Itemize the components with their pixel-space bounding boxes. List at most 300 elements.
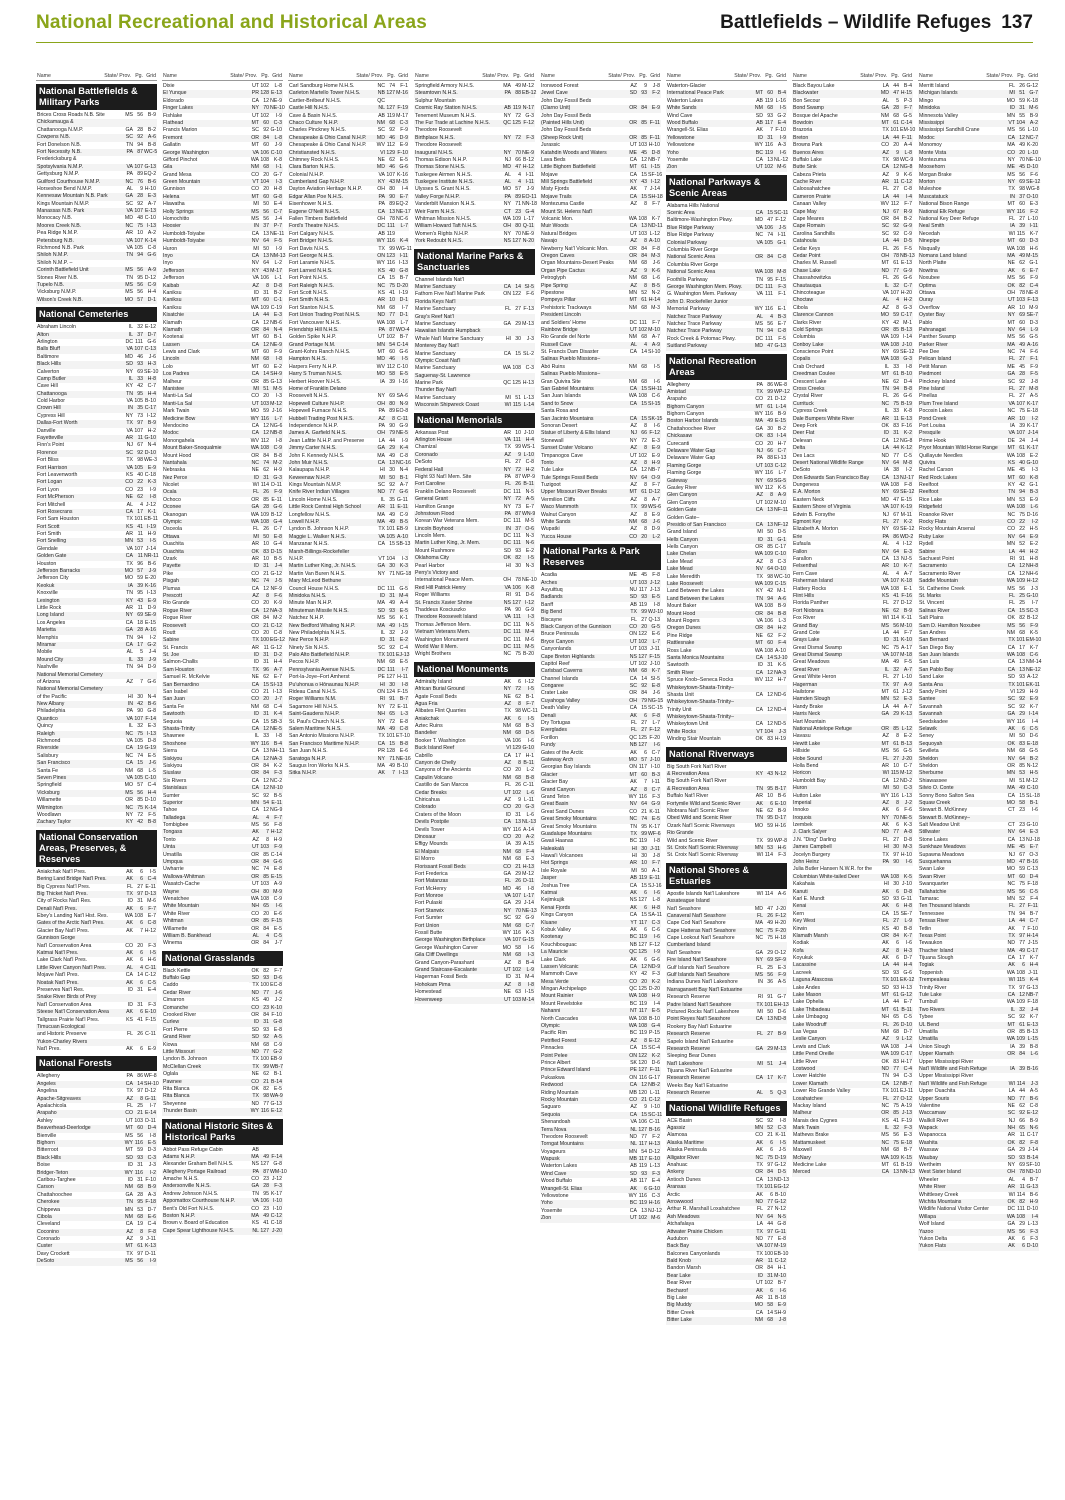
- entry-state: PA: [375, 194, 385, 201]
- entry-state: OK: [753, 433, 763, 440]
- index-entry: [288, 290, 409, 297]
- index-entry: [666, 142, 787, 149]
- entry-state: ME: [629, 572, 637, 579]
- entry-state: MT: [627, 164, 637, 171]
- entry-grid: F-18: [145, 1199, 156, 1206]
- entry-grid: C-17: [900, 312, 912, 319]
- index-entry: [162, 837, 283, 844]
- entry-page: 31: [137, 1162, 143, 1169]
- entry-grid: I-6: [905, 940, 912, 947]
- entry-grid: C-8: [903, 186, 912, 193]
- entry-state: TN: [123, 391, 133, 398]
- entry-grid: SE-9: [144, 612, 156, 619]
- index-entry: [792, 460, 913, 467]
- entry-page: 59: [137, 1147, 143, 1154]
- entry-name: Plumas: [163, 585, 181, 592]
- entry-page: 99: [641, 504, 647, 511]
- entry-state: VA: [126, 545, 133, 552]
- entry-page: 108: [890, 873, 899, 880]
- index-entry: [666, 455, 787, 462]
- entry-page: 20: [515, 767, 521, 774]
- entry-grid: C-8: [525, 459, 534, 466]
- entry-name: Navajo: [541, 238, 558, 245]
- entry-name: Allegheny: [667, 381, 690, 388]
- entry-grid: I-8: [527, 885, 534, 892]
- index-entry: [792, 164, 913, 171]
- index-entry: [666, 98, 787, 105]
- entry-name: Deer Flat: [793, 430, 815, 437]
- entry-name: Whiskeytown-Shasta-Trinity–: [667, 699, 734, 706]
- index-entry: [414, 511, 535, 518]
- entry-grid: M-12: [522, 870, 534, 877]
- entry-state: NC: [753, 1155, 763, 1162]
- entry-grid: D-15: [270, 548, 282, 555]
- entry-name: Jocelyn Burgery: [793, 851, 831, 858]
- entry-page: 50: [767, 529, 773, 536]
- entry-state: MA: [377, 452, 385, 459]
- index-entry: [540, 179, 661, 186]
- entry-page: 120: [638, 1060, 647, 1066]
- index-entry: [414, 989, 535, 996]
- entry-grid: F-7: [652, 860, 660, 867]
- entry-name: Arlington: [37, 338, 58, 345]
- entry-name: Organ Mountains-Desert Peaks: [541, 260, 614, 267]
- entry-name: Christiansted N.H.S.: [289, 149, 336, 156]
- entry-state: CA: [249, 608, 259, 615]
- entry-state: AK: [756, 127, 763, 134]
- entry-grid: I-3: [275, 179, 282, 186]
- entry-page: 92: [389, 127, 395, 134]
- entry-grid: F-3: [274, 1183, 282, 1190]
- entry-grid: SH-9: [270, 371, 282, 378]
- index-entry: [414, 533, 535, 540]
- entry-page: 8: [770, 492, 773, 499]
- entry-name: Saguenay-St. Lawrence: [415, 372, 471, 379]
- entry-name: Rattlesnake: [667, 640, 695, 647]
- entry-name: Bandelier: [415, 730, 437, 737]
- entry-page: 13: [641, 1207, 647, 1214]
- entry-page: 87: [389, 326, 395, 333]
- index-entry: [36, 987, 157, 994]
- entry-state: TX: [882, 1088, 889, 1095]
- entry-page: 13: [641, 223, 647, 230]
- index-entry: [288, 150, 409, 157]
- entry-grid: E-2: [903, 733, 912, 740]
- entry-grid: L-13: [901, 792, 912, 799]
- entry-page: 20: [767, 440, 773, 447]
- entry-state: HI: [883, 881, 889, 888]
- entry-page: 82: [1019, 282, 1025, 289]
- entry-state: BC: [629, 1000, 637, 1007]
- entry-name: Ankeny: [667, 1169, 685, 1176]
- index-entry: [666, 972, 787, 979]
- entry-page: 78: [1019, 289, 1025, 296]
- entry-page: 15: [515, 350, 521, 357]
- entry-page: 20: [263, 171, 269, 178]
- entry-name: Obed Wild and Scenic River: [667, 815, 732, 822]
- entry-grid: D-1: [147, 296, 156, 303]
- entry-page: 93: [641, 1170, 647, 1177]
- index-entry: [792, 541, 913, 548]
- entry-name: Abó Ruins: [541, 363, 565, 370]
- index-entry: [792, 453, 913, 460]
- index-entry: [666, 633, 787, 640]
- entry-page: 13: [263, 230, 269, 237]
- entry-page: 109: [260, 511, 269, 518]
- entry-grid: B-10: [145, 398, 156, 405]
- entry-state: AZ: [126, 1236, 133, 1243]
- entry-grid: L-8: [904, 149, 912, 156]
- entry-state: FL: [882, 275, 889, 282]
- index-entry: [540, 934, 661, 941]
- entry-name: Lyndon B. Johnson: [163, 1056, 208, 1063]
- entry-state: MI: [757, 1008, 763, 1015]
- entry-name: Eldorado: [163, 97, 184, 104]
- entry-name: William B. Bankhead: [163, 932, 211, 939]
- entry-grid: B-9: [777, 807, 786, 814]
- entry-grid: F-16: [901, 592, 912, 599]
- entry-grid: G-6: [147, 338, 156, 345]
- index-column: [288, 58, 413, 1490]
- entry-grid: C-6: [651, 393, 660, 400]
- entry-page: 35: [389, 496, 395, 503]
- entry-name: Little Rock Central High School: [289, 504, 361, 511]
- entry-state: WI: [252, 482, 259, 489]
- entry-state: WA: [1006, 245, 1015, 252]
- entry-grid: I-6: [527, 944, 534, 951]
- entry-page: 68: [641, 519, 647, 526]
- entry-grid: L-17: [523, 216, 534, 223]
- entry-state: ID: [505, 974, 511, 981]
- index-entry: [36, 935, 157, 942]
- entry-name: Knoxville: [37, 590, 58, 597]
- entry-page: 25: [767, 964, 773, 971]
- index-entry: [288, 157, 409, 164]
- index-entry: [162, 630, 283, 637]
- index-entry: [288, 453, 409, 460]
- entry-grid: NF-12: [774, 521, 789, 528]
- entry-name: Nashville: [37, 664, 59, 671]
- entry-grid: SH-11: [648, 386, 663, 393]
- entry-grid: ND-8: [774, 1016, 787, 1023]
- entry-name: Pike: [163, 570, 174, 577]
- entry-name: Cedar Breaks: [415, 789, 447, 796]
- entry-page: 61: [893, 1006, 899, 1013]
- entry-page: 69: [893, 489, 899, 496]
- entry-name: Philadelphia: [37, 708, 66, 715]
- entry-page: 92: [893, 230, 899, 237]
- entry-list: [414, 678, 538, 1004]
- entry-grid: F-7: [274, 814, 282, 821]
- entry-grid: NE-10: [1026, 156, 1041, 163]
- entry-page: 12: [1019, 134, 1025, 141]
- entry-page: 30: [515, 562, 521, 569]
- entry-grid: F-3: [148, 1001, 156, 1008]
- index-entry: [36, 884, 157, 891]
- entry-name: Salinas Pueblo Missions–: [541, 356, 601, 363]
- entry-grid: M-14: [522, 996, 534, 1003]
- index-entry: [162, 1161, 283, 1168]
- entry-page: 99: [767, 837, 773, 844]
- entry-grid: N-4: [147, 693, 156, 700]
- entry-name: Ulysses S. Grant N.H.S.: [415, 186, 471, 193]
- index-entry: [162, 807, 283, 814]
- entry-state: HI: [379, 467, 385, 474]
- entry-state: IL: [879, 283, 889, 290]
- entry-grid: G-4: [651, 1023, 660, 1030]
- entry-page: 20: [641, 978, 647, 985]
- index-entry: [666, 906, 787, 913]
- entry-name: Lexington: [37, 597, 60, 604]
- index-entry: [540, 438, 661, 445]
- index-entry: [540, 320, 661, 327]
- index-entry: [414, 694, 535, 701]
- entry-state: VA: [501, 614, 511, 621]
- entry-grid: EQ-2: [144, 171, 157, 178]
- index-entry: [414, 738, 535, 745]
- index-entry: [162, 1168, 287, 1176]
- index-entry: [36, 686, 157, 693]
- entry-page: 93: [893, 984, 899, 991]
- index-entry: [36, 1229, 157, 1236]
- entry-grid: F-2: [652, 1133, 660, 1140]
- entry-name: Research Reserve: [667, 994, 710, 1001]
- index-entry: [414, 306, 535, 313]
- entry-state: WV: [754, 484, 763, 491]
- entry-page: 41: [893, 592, 899, 599]
- index-entry: [792, 305, 913, 312]
- index-entry: [666, 1236, 787, 1243]
- entry-grid: C-3: [525, 365, 534, 372]
- entry-page: 44: [893, 999, 899, 1006]
- index-entry: [666, 277, 787, 284]
- entry-page: 53: [137, 538, 143, 545]
- index-entry: [414, 452, 535, 459]
- entry-state: FL: [882, 186, 889, 193]
- entry-name: Sierra: [163, 748, 177, 755]
- index-entry: [540, 150, 661, 157]
- entry-name: Danville: [37, 427, 56, 434]
- index-entry: [666, 1221, 787, 1228]
- entry-page: 10: [767, 793, 773, 800]
- entry-state: PA: [123, 149, 133, 156]
- entry-state: TX: [879, 682, 889, 689]
- index-entry: [666, 1184, 787, 1191]
- entry-page: 39: [1019, 223, 1025, 230]
- entry-page: 98: [893, 156, 899, 163]
- entry-state: VA: [123, 346, 133, 353]
- index-entry: [540, 1200, 661, 1207]
- entry-name: Mount Revelstoke: [541, 1000, 583, 1007]
- index-entry: [792, 844, 913, 851]
- index-entry: [540, 460, 661, 467]
- entry-page: 12: [263, 725, 269, 732]
- entry-name: Roger Williams N.M.: [289, 696, 337, 703]
- entry-name: George Washington Carver: [415, 944, 478, 951]
- entry-name: Fayetteville: [37, 435, 64, 442]
- entry-state: CO: [251, 1205, 259, 1212]
- entry-grid: K-7: [903, 563, 912, 570]
- index-entry: [666, 544, 787, 551]
- index-entry: [414, 923, 535, 930]
- entry-state: NT: [627, 1008, 637, 1015]
- entry-grid: C-11: [145, 1031, 156, 1038]
- entry-grid: M-4: [399, 592, 408, 599]
- entry-grid: P-15: [649, 1030, 660, 1037]
- entry-name: San Gabriel Mountains: [541, 386, 594, 393]
- entry-name: Humboldt Bay: [793, 777, 826, 784]
- entry-name: Colorado: [415, 804, 437, 811]
- entry-state: WY: [250, 1108, 259, 1115]
- entry-grid: A-7: [903, 570, 912, 577]
- index-entry: [162, 83, 283, 90]
- entry-state: SC: [503, 915, 511, 922]
- entry-state: OK: [501, 555, 511, 562]
- entry-grid: G-4: [273, 519, 282, 526]
- entry-grid: I-12: [903, 541, 912, 548]
- entry-page: 93: [389, 607, 395, 614]
- entry-page: 33: [893, 363, 899, 370]
- entry-state: VT: [378, 556, 385, 562]
- entry-name: Isle Royale: [541, 867, 567, 874]
- index-entry: [162, 866, 283, 873]
- entry-page: 45: [641, 572, 647, 579]
- entry-state: TN: [123, 1199, 133, 1206]
- entry-state: OR: [753, 254, 763, 261]
- entry-grid: J-20: [901, 755, 912, 762]
- entry-state: NM: [250, 164, 259, 171]
- entry-state: AZ: [630, 511, 637, 518]
- index-entry: [162, 1093, 283, 1100]
- entry-page: 85: [263, 851, 269, 858]
- index-entry: [162, 334, 283, 341]
- index-entry: [666, 90, 787, 97]
- index-entry: [540, 275, 661, 282]
- entry-grid: K-11: [901, 615, 912, 622]
- entry-grid: NE-9: [270, 341, 282, 348]
- entry-page: 8: [896, 799, 899, 806]
- index-entry: [162, 571, 283, 578]
- entry-page: 103: [260, 400, 269, 407]
- index-entry: [540, 964, 661, 971]
- entry-page: 44: [893, 445, 899, 452]
- entry-grid: D-10: [144, 449, 156, 456]
- entry-grid: G-9: [525, 915, 534, 922]
- entry-page: 38: [893, 467, 899, 474]
- entry-state: MT: [1005, 238, 1015, 245]
- entry-name: Grand Bay: [793, 622, 818, 629]
- index-entry: [288, 334, 409, 341]
- index-entry: [792, 985, 913, 992]
- index-entry: [540, 1141, 661, 1148]
- index-entry: [666, 935, 787, 942]
- index-entry: [36, 1103, 157, 1110]
- entry-state: CA: [879, 475, 889, 482]
- entry-grid: B-16: [649, 1126, 660, 1133]
- index-entry: [792, 911, 913, 918]
- entry-state: NY: [1007, 156, 1015, 163]
- entry-grid: E-7: [1029, 267, 1038, 274]
- index-entry: [540, 1008, 661, 1015]
- index-entry: [414, 651, 535, 658]
- index-entry: [666, 507, 787, 514]
- entry-state: GA: [503, 900, 511, 907]
- entry-page: 119: [638, 838, 647, 845]
- index-entry: [162, 793, 283, 800]
- entry-state: MO: [628, 756, 637, 763]
- entry-grid: I-6: [905, 859, 912, 866]
- index-entry: [162, 733, 283, 740]
- entry-grid: L-11: [650, 1089, 660, 1096]
- index-entry: [540, 838, 661, 845]
- entry-name: Tallgrass Prairie Nat'l Pres.: [37, 1016, 100, 1023]
- index-entry: [666, 729, 787, 736]
- entry-page: 60: [263, 193, 269, 200]
- index-entry: [414, 540, 535, 547]
- entry-grid: D-9: [651, 526, 660, 533]
- entry-page: 49: [263, 1213, 269, 1220]
- index-entry: [540, 1186, 661, 1193]
- entry-page: 108: [638, 1023, 647, 1030]
- index-entry: [414, 504, 535, 511]
- entry-state: MT: [251, 142, 259, 149]
- entry-state: AR: [125, 531, 133, 538]
- entry-page: 83: [767, 736, 773, 743]
- entry-state: MA: [375, 726, 385, 733]
- entry-grid: N-6: [525, 540, 534, 547]
- entry-grid: G-8: [777, 1221, 786, 1228]
- index-entry: [540, 942, 661, 949]
- entry-name: Monte Vista: [919, 149, 947, 156]
- entry-grid: I-10: [651, 1104, 660, 1111]
- entry-state: AK: [504, 678, 511, 685]
- entry-grid: G-13: [774, 343, 786, 350]
- entry-name: Lake Woodruff: [793, 1021, 827, 1028]
- entry-name: Castillo de San Marcos: [415, 782, 469, 789]
- entry-name: African Burial Ground: [415, 686, 465, 693]
- entry-page: 5: [140, 649, 143, 656]
- entry-name: Memphis: [37, 634, 59, 641]
- entry-state: MO: [250, 408, 259, 415]
- entry-grid: B-9: [777, 411, 786, 418]
- entry-state: PA: [756, 381, 763, 388]
- entry-name: Tule Lake: [541, 467, 564, 474]
- entry-page: 15: [389, 541, 395, 548]
- entry-grid: EJ-13: [396, 652, 410, 659]
- index-entry: [162, 275, 283, 282]
- entry-name: Grand Teton: [541, 793, 570, 800]
- entry-state: QC: [627, 949, 637, 956]
- index-entry: [288, 615, 409, 622]
- entry-name: Des Lacs: [793, 452, 815, 459]
- index-entry: [540, 1060, 661, 1067]
- index-entry: [540, 1075, 661, 1082]
- entry-page: 14: [641, 675, 647, 682]
- entry-page: 12: [263, 785, 269, 792]
- entry-grid: K-17: [649, 823, 660, 830]
- entry-state: PR: [377, 748, 385, 755]
- index-entry: [792, 689, 913, 696]
- entry-state: MD: [502, 164, 511, 171]
- entry-grid: E-3: [1029, 201, 1038, 208]
- index-entry: [288, 120, 409, 127]
- entry-page: 100: [260, 982, 269, 989]
- entry-page: 42: [767, 588, 773, 595]
- entry-page: 4: [644, 341, 647, 348]
- entry-state: TX: [252, 1056, 259, 1063]
- entry-name: Herbert Hoover N.H.S.: [289, 378, 342, 385]
- index-entry: [414, 481, 535, 488]
